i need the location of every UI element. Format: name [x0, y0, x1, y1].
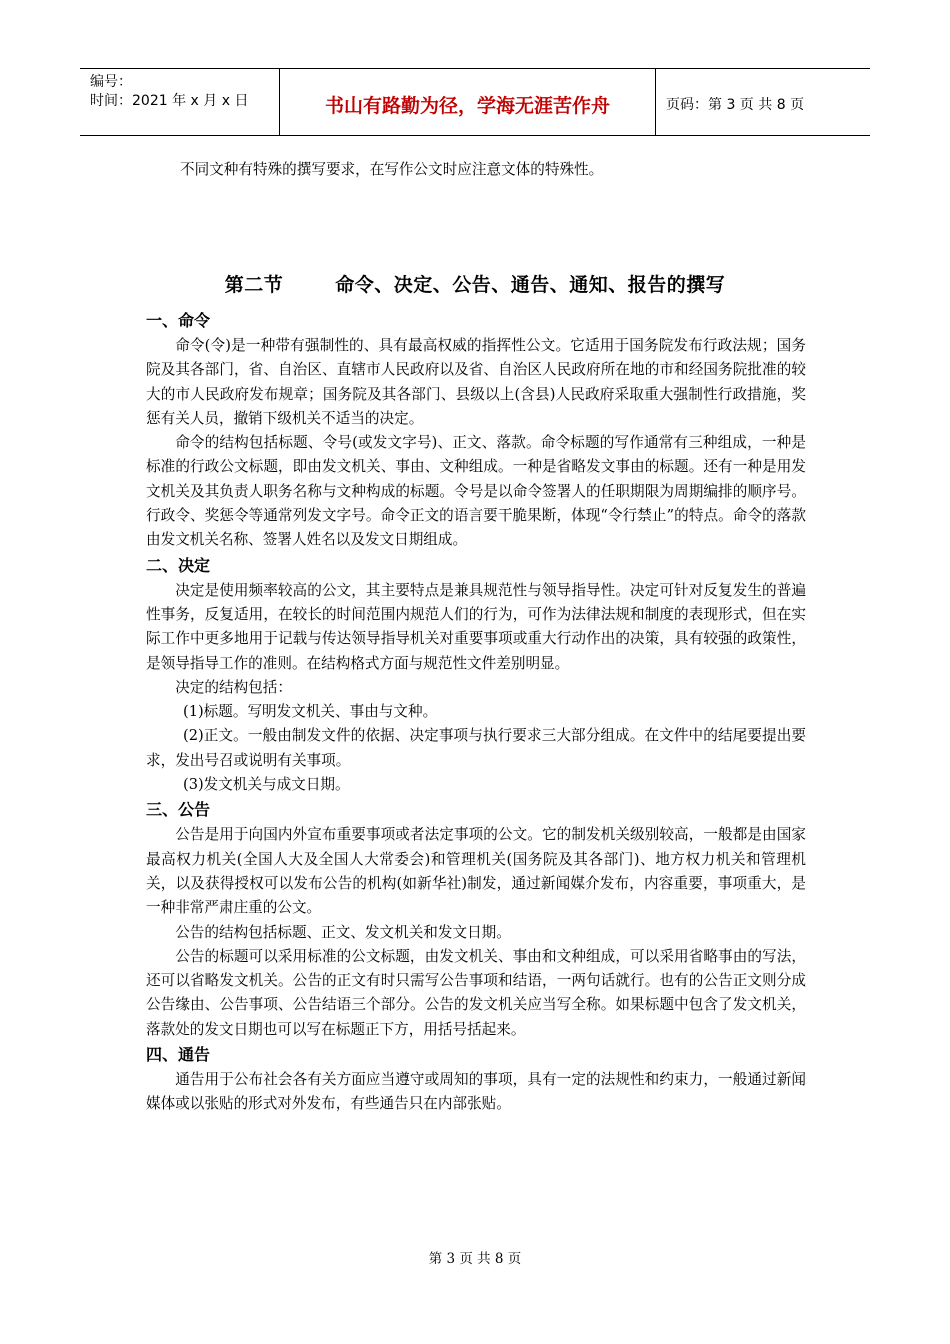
page-footer: 第 3 页 共 8 页	[428, 1251, 522, 1267]
paragraph: 命令的结构包括标题、令号(或发文字号)、正文、落款。命令标题的写作通常有三种组成，一种是标准的行政公文标题，即由发文机关、事由、文种组成。一种是省略发文事由的标题。还有一种是用发文机关及其负责人职务名称与文种构成的标题。令号是以命令签署人的任职期限为周期编排的顺序号。行政令、奖惩令等通常列发文字号。命令正文的语言要干脆果断，体现“令行禁止”的特点。命令的落款由发文机关名称、签署人姓名以及发文日期组成。	[146, 434, 806, 549]
section-title	[0, 270, 950, 297]
paragraph: 命令(令)是一种带有强制性的、具有最高权威的指挥性公文。它适用于国务院发布行政法规；国务院及其各部门，省、自治区、直辖市人民政府以及省、自治区人民政府所在地的市和经国务院批准的较大的市人民政府发布规章；国务院及其各部门、县级以上(含县)人民政府采取重大强制性行政措施，奖惩有关人员，撤销下级机关不适当的决定。	[146, 337, 806, 427]
header-motto: 书山有路勤为径，学海无涯苦作舟	[280, 69, 656, 135]
number-label: 编号：	[90, 74, 132, 90]
intro-paragraph: 不同文种有特殊的撰写要求，在写作公文时应注意文体的特殊性。	[180, 161, 604, 178]
paragraph: 决定的结构包括：	[175, 678, 292, 696]
heading-decision: 二、决定	[146, 555, 211, 575]
section-number: 第二节	[224, 274, 284, 296]
header-page-info: 页码：第 3 页 共 8 页	[666, 97, 805, 113]
paragraph: 公告的标题可以采用标准的公文标题，由发文机关、事由和文种组成，可以采用省略事由的写法，还可以省略发文机关。公告的正文有时只需写公告事项和结语，一两句话就行。也有的公告正文则分成公告缘由、公告事项、公告结语三个部分。公告的发文机关应当写全称。如果标题中包含了发文机关，落款处的发文日期也可以写在标题正下方，用括号括起来。	[146, 947, 806, 1038]
paragraph: 通告用于公布社会各有关方面应当遵守或周知的事项，具有一定的法规性和约束力，一般通过新闻媒体或以张贴的形式对外发布，有些通告只在内部张贴。	[146, 1071, 806, 1113]
heading-announcement: 三、公告	[146, 800, 211, 820]
paragraph: 公告的结构包括标题、正文、发文机关和发文日期。	[175, 923, 511, 941]
time-label: 时间：2021 年 x 月 x 日	[90, 93, 249, 109]
document-body	[146, 308, 806, 1117]
list-item: (2)正文。一般由制发文件的依据、决定事项与执行要求三大部分组成。在文件中的结尾要提出要求，发出号召或说明有关事项。	[146, 727, 806, 769]
heading-notice: 四、通告	[146, 1045, 211, 1065]
paragraph: 公告是用于向国内外宣布重要事项或者法定事项的公文。它的制发机关级别较高，一般都是由国家最高权力机关(全国人大及全国人大常委会)和管理机关(国务院及其各部门)、地方权力机关和管理机关，以及获得授权可以发布公告的机构(如新华社)制发，通过新闻媒介发布，内容重要，事项重大，是一种非常严肃庄重的公文。	[146, 826, 806, 917]
heading-command: 一、命令	[146, 311, 211, 330]
section-heading: 命令、决定、公告、通告、通知、报告的撰写	[335, 274, 726, 296]
paragraph: 决定是使用频率较高的公文，其主要特点是兼具规范性与领导指导性。决定可针对反复发生的普遍性事务，反复适用，在较长的时间范围内规范人们的行为，可作为法律法规和制度的表现形式，但在实际工作中更多地用于记载与传达领导指导机关对重要事项或重大行动作出的决策，具有较强的政策性，是领导指导工作的准则。在结构格式方面与规范性文件差别明显。	[146, 581, 806, 672]
header-meta	[80, 69, 280, 135]
list-item: (1)标题。写明发文机关、事由与文种。	[183, 703, 438, 721]
list-item: (3)发文机关与成文日期。	[183, 776, 350, 794]
page-header	[80, 68, 870, 136]
